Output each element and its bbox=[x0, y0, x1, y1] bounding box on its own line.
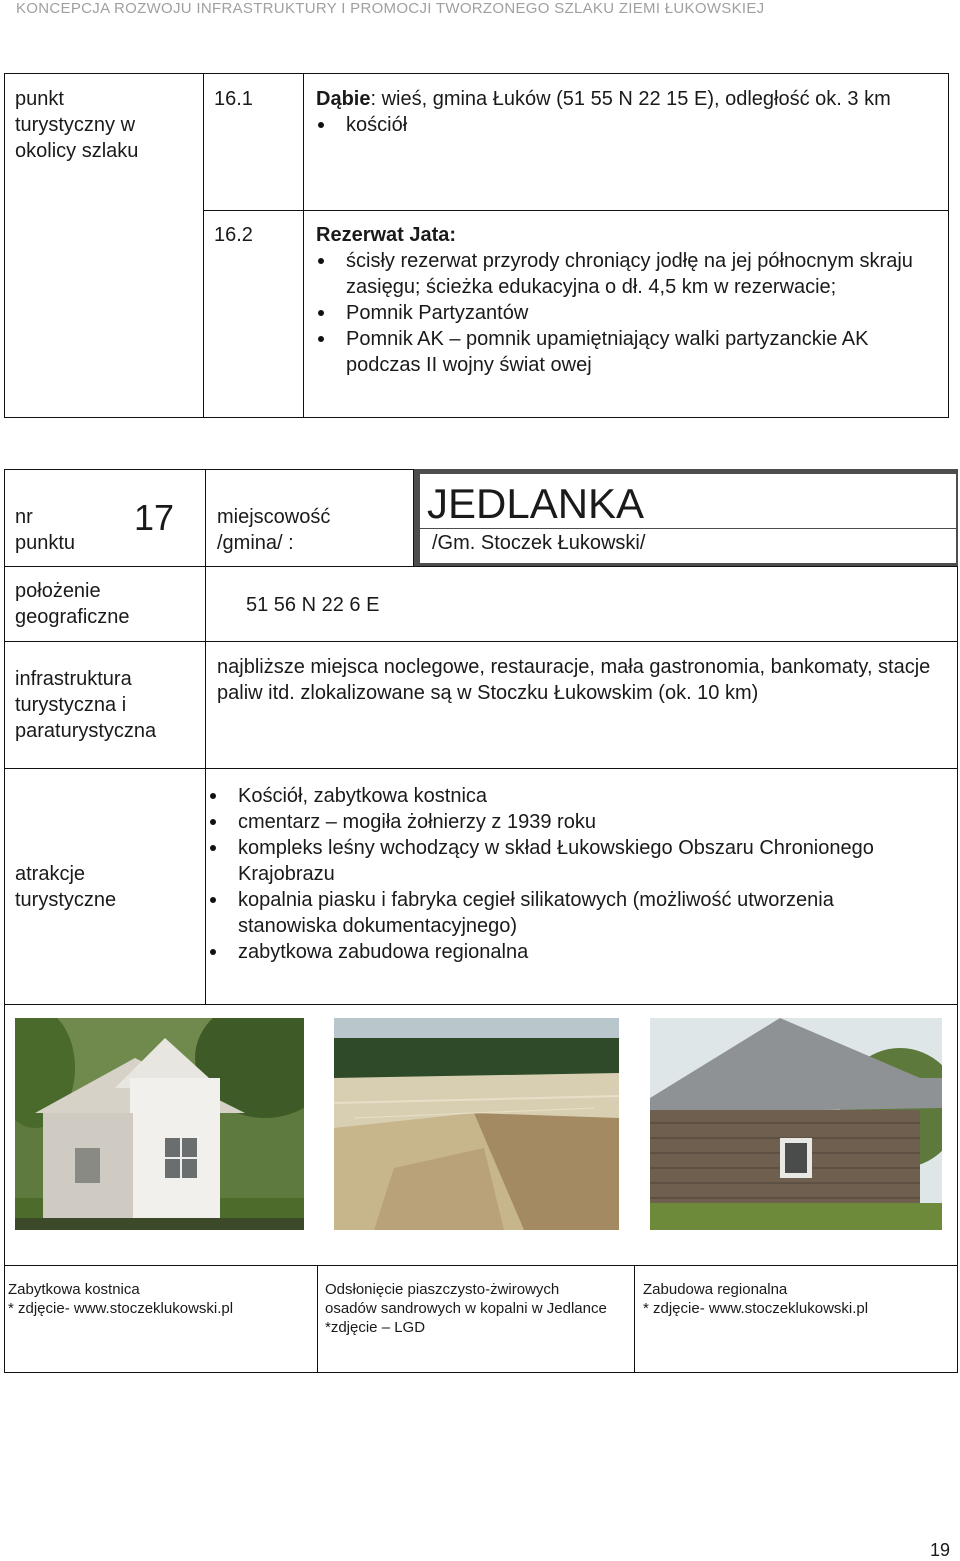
caption-divider bbox=[634, 1265, 635, 1373]
entry-16-1-content bbox=[316, 86, 936, 138]
list-item: cmentarz – mogiła żołnierzy z 1939 roku bbox=[208, 809, 908, 835]
infra-value: najbliższe miejsca noclegowe, restauracje, mała gastronomia, bankomaty, stacje paliw itd. zlokalizowane są w Stoczku Łukowskim (ok. 10 km) bbox=[217, 656, 931, 704]
place-name: JEDLANKA bbox=[427, 480, 645, 527]
caption-divider bbox=[317, 1265, 318, 1373]
photo-sand-mine bbox=[334, 1018, 619, 1230]
geo-value: 51 56 N 22 6 E bbox=[246, 594, 380, 616]
attractions-list bbox=[208, 783, 908, 965]
attr-label: atrakcje turystyczne bbox=[15, 863, 117, 911]
nr-value: 17 bbox=[134, 497, 175, 538]
caption-title: Zabytkowa kostnica bbox=[8, 1281, 140, 1298]
caption-credit: * zdjęcie- www.stoczeklukowski.pl bbox=[8, 1300, 234, 1317]
caption-title: Zabudowa regionalna bbox=[643, 1281, 788, 1298]
list-item: Kościół, zabytkowa kostnica bbox=[208, 783, 908, 809]
entry-16-1-title-rest: : wieś, gmina Łuków (51 55 N 22 15 E), odległość ok. 3 km bbox=[370, 88, 891, 110]
entry-16-1-list bbox=[316, 112, 936, 138]
entry-16-1-number: 16.1 bbox=[214, 88, 253, 110]
caption-chapel bbox=[8, 1280, 308, 1318]
entry-16-1-title bbox=[316, 86, 936, 112]
list-item: zabytkowa zabudowa regionalna bbox=[208, 939, 908, 965]
entry-16-2-content bbox=[316, 222, 941, 378]
nr-label: nr punktu bbox=[15, 506, 76, 554]
entry-16-2-title-bold: Rezerwat Jata: bbox=[316, 224, 457, 246]
list-item: Pomnik AK – pomnik upamiętniający walki partyzanckie AK podczas II wojny świat owej bbox=[316, 326, 941, 378]
caption-credit: *zdjęcie – LGD bbox=[325, 1319, 426, 1336]
page-number: 19 bbox=[929, 1540, 950, 1560]
photo-wooden-house bbox=[650, 1018, 942, 1230]
entry-16-1-title-bold: Dąbie bbox=[316, 88, 371, 110]
infra-label: infrastruktura turystyczna i paraturystyczna bbox=[15, 668, 157, 742]
list-item: kompleks leśny wchodzący w skład Łukowskiego Obszaru Chronionego Krajobrazu bbox=[208, 835, 908, 887]
geo-label: położenie geograficzne bbox=[15, 580, 130, 628]
caption-sand-mine bbox=[325, 1280, 615, 1337]
caption-wooden-house bbox=[643, 1280, 943, 1318]
place-label: miejscowość /gmina/ : bbox=[217, 506, 331, 554]
caption-title: Odsłonięcie piaszczysto-żwirowych osadów sandrowych w kopalni w Jedlance bbox=[325, 1281, 607, 1317]
photo-chapel bbox=[15, 1018, 304, 1230]
gmina: /Gm. Stoczek Łukowski/ bbox=[432, 532, 646, 554]
entry-16-2-title bbox=[316, 222, 941, 248]
list-item: kościół bbox=[316, 112, 936, 138]
list-item: ścisły rezerwat przyrody chroniący jodłę na jej północnym skraju zasięgu; ścieżka edukacyjna o dł. 4,5 km w rezerwacie; bbox=[316, 248, 941, 300]
list-item: Pomnik Partyzantów bbox=[316, 300, 941, 326]
running-header: KONCEPCJA ROZWOJU INFRASTRUKTURY I PROMOCJI TWORZONEGO SZLAKU ZIEMI ŁUKOWSKIEJ bbox=[16, 0, 765, 17]
caption-credit: * zdjęcie- www.stoczeklukowski.pl bbox=[643, 1300, 869, 1317]
top-table-label: punkt turystyczny w okolicy szlaku bbox=[15, 88, 139, 162]
list-item: kopalnia piasku i fabryka cegieł silikatowych (możliwość utworzenia stanowiska dokumentacyjnego) bbox=[208, 887, 908, 939]
entry-16-2-list bbox=[316, 248, 941, 378]
entry-16-2-number: 16.2 bbox=[214, 224, 253, 246]
